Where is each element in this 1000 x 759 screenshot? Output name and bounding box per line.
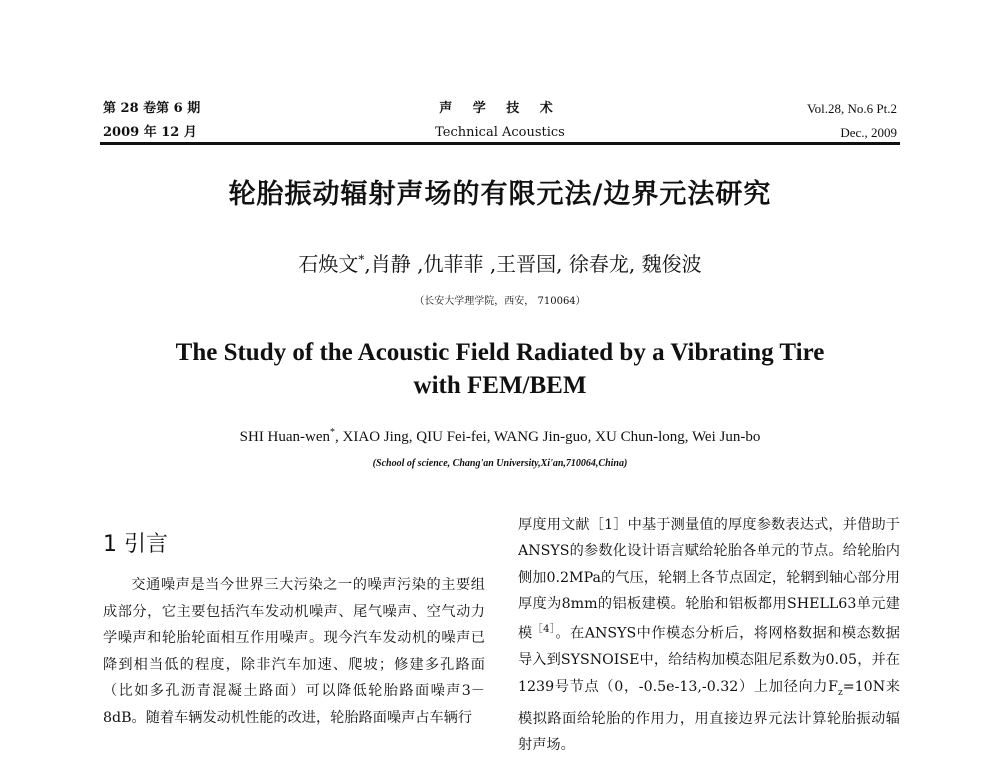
right-column bbox=[518, 512, 900, 758]
other-authors-cn: ,肖静 ,仇菲菲 ,王晋国, 徐春龙, 魏俊波 bbox=[364, 252, 702, 276]
section-heading: 1 引言 bbox=[103, 532, 168, 557]
intro-paragraph: 交通噪声是当今世界三大污染之一的噪声污染的主要组成部分，它主要包括汽车发动机噪声、尾气噪声、空气动力学噪声和轮胎轮面相互作用噪声。现今汽车发动机的噪声已降到相当低的程度，除非汽车加速、爬坡；修建多孔路面（比如多孔沥青混凝土路面）可以降低轮胎路面噪声3－8dB。随着车辆发动机性能的改进，轮胎路面噪声占车辆行 bbox=[103, 577, 485, 726]
force-subscript: z bbox=[838, 687, 843, 698]
affiliation-cn: （长安大学理学院，西安， 710064） bbox=[414, 296, 586, 307]
paper-title-en bbox=[0, 336, 1000, 402]
authors-cn bbox=[0, 248, 1000, 277]
header-right bbox=[807, 97, 897, 145]
journal-name-cn: 声 学 技 术 bbox=[439, 101, 561, 116]
authors-en bbox=[0, 427, 1000, 446]
date-cn: 2009 年 12 月 bbox=[103, 125, 197, 140]
paper-title-cn: 轮胎振动辐射声场的有限元法/边界元法研究 bbox=[228, 179, 772, 210]
method-text-2: 。在ANSYS中作模态分析后，将网格数据和模态数据导入到SYSNOISE中，给结构加模态阻尼系数为0.05，并在1239号节点（0，-0.5e-13,-0.32）上加径向力F bbox=[518, 625, 900, 695]
reference-mark: ［4］ bbox=[532, 624, 556, 636]
title-en-line-1: The Study of the Acoustic Field Radiated by a Vibrating Tire bbox=[175, 339, 825, 366]
volume-issue-en: Vol.28, No.6 Pt.2 bbox=[806, 101, 897, 116]
corresponding-mark-en: * bbox=[330, 427, 336, 438]
header-rule bbox=[100, 142, 900, 145]
header-left bbox=[103, 97, 200, 145]
date-en: Dec., 2009 bbox=[840, 125, 897, 140]
first-author-en: SHI Huan-wen bbox=[239, 429, 331, 445]
header-center bbox=[380, 97, 620, 145]
volume-issue-cn: 第 28 卷第 6 期 bbox=[103, 101, 201, 116]
other-authors-en: , XIAO Jing, QIU Fei-fei, WANG Jin-guo, XU Chun-long, Wei Jun-bo bbox=[335, 429, 761, 445]
left-column bbox=[103, 572, 485, 731]
method-text-1: 厚度用文献［1］中基于测量值的厚度参数表达式，并借助于ANSYS的参数化设计语言赋给轮胎各单元的节点。给轮胎内侧加0.2MPa的气压，轮辋上各节点固定，轮辋到轴心部分用厚度为8mm的铝板建模。轮胎和铝板都用SHELL63单元建模 bbox=[518, 517, 900, 642]
affiliation-en: (School of science, Chang'an University,Xi'an,710064,China) bbox=[372, 458, 628, 469]
first-author-cn: 石焕文 bbox=[298, 252, 359, 276]
journal-name-en: Technical Acoustics bbox=[435, 125, 565, 140]
method-paragraph bbox=[518, 512, 900, 758]
method-text-3: =10N来模拟路面给轮胎的作用力，用直接边界元法计算轮胎振动辐射声场。 bbox=[518, 678, 900, 753]
corresponding-mark: * bbox=[358, 252, 365, 267]
title-en-line-2: with FEM/BEM bbox=[413, 372, 587, 399]
